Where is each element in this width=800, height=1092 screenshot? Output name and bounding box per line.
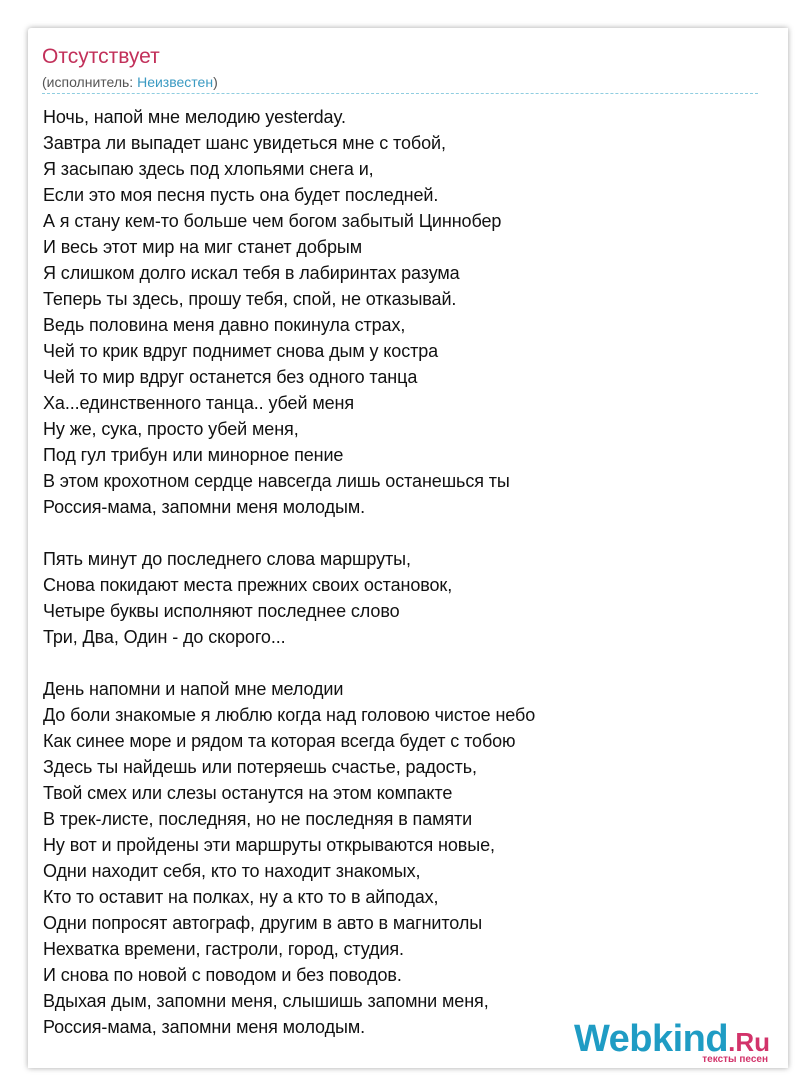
lyric-line: Ну же, сука, просто убей меня, [43,419,299,439]
brand-logo[interactable] [573,1018,770,1065]
lyric-line: Кто то оставит на полках, ну а кто то в айподах, [43,887,439,907]
lyric-line: Под гул трибун или минорное пение [43,445,344,465]
dashed-divider [42,93,758,94]
artist-suffix: ) [213,74,218,90]
lyric-line: Как синее море и рядом та которая всегда будет с тобою [43,731,516,751]
lyric-line: Россия-мама, запомни меня молодым. [43,1017,365,1037]
lyric-line: Теперь ты здесь, прошу тебя, спой, не отказывай. [43,289,457,309]
lyric-line: Если это моя песня пусть она будет последней. [43,185,439,205]
lyric-line: Твой смех или слезы останутся на этом компакте [43,783,453,803]
lyric-line: Четыре буквы исполняют последнее слово [43,601,400,621]
lyric-line: Нехватка времени, гастроли, город, студия. [43,939,404,959]
lyric-line: В этом крохотном сердце навсегда лишь останешься ты [43,471,510,491]
lyric-line: И весь этот мир на миг станет добрым [43,237,362,257]
lyric-line: Здесь ты найдешь или потеряешь счастье, радость, [43,757,477,777]
lyric-line: Пять минут до последнего слова маршруты, [43,549,411,569]
lyric-line: Я засыпаю здесь под хлопьями снега и, [43,159,374,179]
stanza-3 [43,676,763,1040]
lyric-line: Ну вот и пройдены эти маршруты открываются новые, [43,835,495,855]
lyric-line: Завтра ли выпадет шанс увидеться мне с тобой, [43,133,446,153]
artist-line [42,73,218,91]
lyric-line: И снова по новой с поводом и без поводов. [43,965,402,985]
lyric-line: Россия-мама, запомни меня молодым. [43,497,365,517]
lyric-line: До боли знакомые я люблю когда над головою чистое небо [43,705,536,725]
lyrics-text [43,104,763,1040]
lyric-line: А я стану кем-то больше чем богом забытый Циннобер [43,211,502,231]
artist-link[interactable]: Неизвестен [137,74,214,90]
lyric-line: Одни попросят автограф, другим в авто в магнитолы [43,913,483,933]
brand-tagline: тексты песен [702,1054,768,1065]
brand-tld: .Ru [728,1027,770,1057]
stanza-1 [43,104,763,520]
lyric-line: Снова покидают места прежних своих остановок, [43,575,453,595]
artist-prefix: (исполнитель: [42,74,138,90]
lyric-line: Одни находит себя, кто то находит знакомых, [43,861,421,881]
lyric-line: Ха...единственного танца.. убей меня [43,393,354,413]
lyric-line: Чей то мир вдруг останется без одного танца [43,367,418,387]
lyric-line: Вдыхая дым, запомни меня, слышишь запомни меня, [43,991,489,1011]
lyric-line: Чей то крик вдруг поднимет снова дым у костра [43,341,439,361]
lyric-line: Ведь половина меня давно покинула страх, [43,315,406,335]
brand-name: Webkind [573,1018,729,1060]
lyric-line: Ночь, напой мне мелодию yesterday. [43,107,346,127]
lyric-line: День напомни и напой мне мелодии [43,679,344,699]
lyric-line: Я слишком долго искал тебя в лабиринтах разума [43,263,460,283]
lyric-line: В трек-листе, последняя, но не последняя в памяти [43,809,473,829]
song-title: Отсутствует [42,45,160,68]
lyric-line: Три, Два, Один - до скорого... [43,627,286,647]
stanza-2 [43,546,763,650]
